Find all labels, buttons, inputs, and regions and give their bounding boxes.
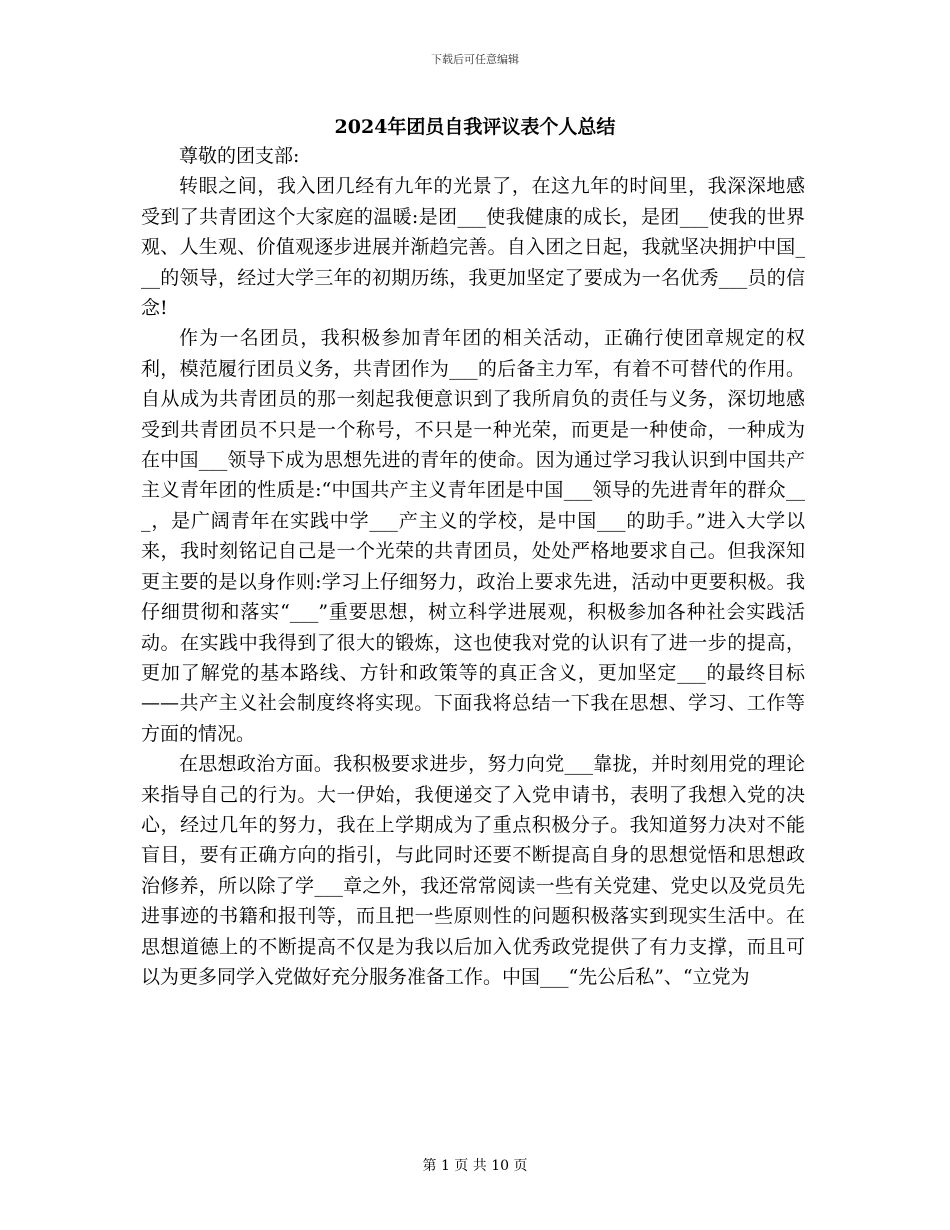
page-number-footer: 第 1 页 共 10 页 (422, 1158, 528, 1174)
page-header-note: 下载后可任意编辑 (431, 53, 519, 66)
body-paragraph: 在思想政治方面。我积极要求进步，努力向党___靠拢，并时刻用党的理论来指导自己的行为。大一伊始，我便递交了入党申请书，表明了我想入党的决心，经过几年的努力，我在上学期成为了重点积极分子。我知道努力决对不能盲目，要有正确方向的指引，与此同时还要不断提高自身的思想觉悟和思想政治修养，所以除了学___章之外，我还常常阅读一些有关党建、党史以及党员先进事迹的书籍和报刊等，而且把一些原则性的问题积极落实到现实生活中。在思想道德上的不断提高不仅是为我以后加入优秀政党提供了有力支撑，而且可以为更多同学入党做好充分服务准备工作。中国___“先公后私”、“立党为 (141, 753, 805, 988)
body-paragraph: 作为一名团员，我积极参加青年团的相关活动，正确行使团章规定的权利，模范履行团员义务，共青团作为___的后备主力军，有着不可替代的作用。自从成为共青团员的那一刻起我便意识到了我所肩负的责任与义务，深切地感受到共青团员不只是一个称号，不只是一种光荣，而更是一种使命，一种成为在中国___领导下成为思想先进的青年的使命。因为通过学习我认识到中国共产主义青年团的性质是:“中国共产主义青年团是中国___领导的先进青年的群众___，是广阔青年在实践中学___产主义的学校，是中国___的助手。”进入大学以来，我时刻铭记自己是一个光荣的共青团员，处处严格地要求自己。但我深知更主要的是以身作则:学习上仔细努力，政治上要求先进，活动中更要积极。我仔细贯彻和落实“___”重要思想，树立科学进展观，积极参加各种社会实践活动。在实践中我得到了很大的锻炼，这也使我对党的认识有了进一步的提高，更加了解党的基本路线、方针和政策等的真正含义，更加坚定___的最终目标——共产主义社会制度终将实现。下面我将总结一下我在思想、学习、工作等方面的情况。 (141, 327, 805, 745)
body-paragraph: 转眼之间，我入团几经有九年的光景了，在这九年的时间里，我深深地感受到了共青团这个大家庭的温暖:是团___使我健康的成长，是团___使我的世界观、人生观、价值观逐步进展并渐趋完善。自入团之日起，我就坚决拥护中国___的领导，经过大学三年的初期历练，我更加坚定了要成为一名优秀___员的信念! (141, 175, 805, 320)
document-title: 2024年团员自我评议表个人总结 (334, 116, 616, 138)
document-body (141, 141, 805, 992)
salutation-paragraph: 尊敬的团支部: (179, 145, 300, 167)
